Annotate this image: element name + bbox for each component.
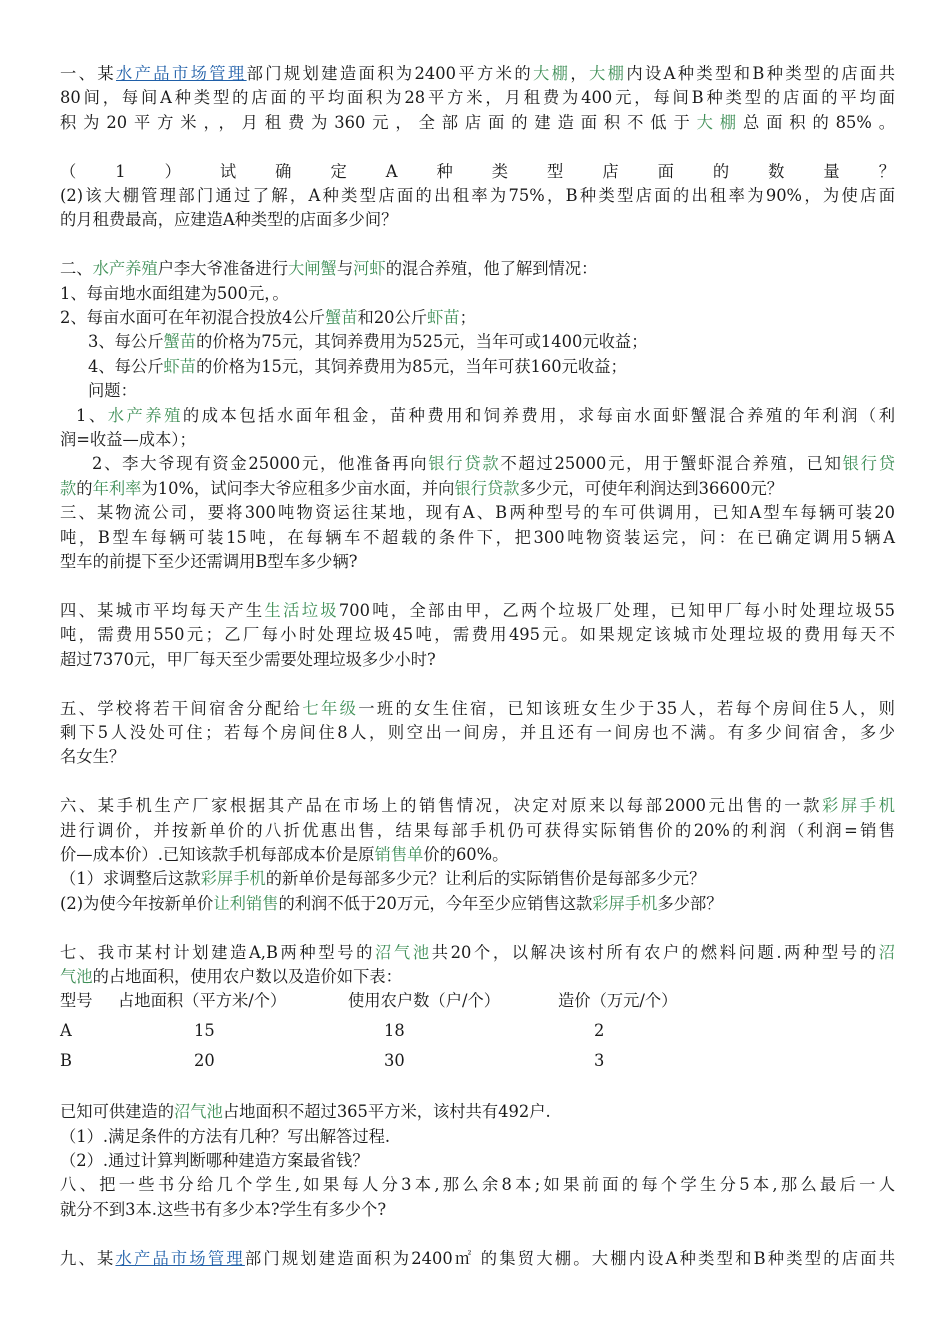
keyword-link[interactable]: 大棚 [532,64,571,83]
text: 四、某城市平均每天产生 [60,600,265,620]
q6-line [60,794,895,818]
biogas-table [60,989,895,1075]
q8-line: 就分不到3本.这些书有多少本?学生有多少个? [60,1199,387,1219]
text: 的利润不低于20万元，今年至少应销售这款 [278,893,593,913]
keyword-link[interactable]: 沼 [878,942,895,962]
q6-line: 进行调价，并按新单价的八折优惠出售，结果每部手机仍可获得实际销售价的20%的利润（利润=销售 [60,820,895,840]
keyword-link[interactable]: 大棚 [588,64,627,83]
q3-line: 吨，B型车每辆可装15吨，在每辆车不超载的条件下，把300吨物资装运完，问：在已确定调用5辆A [60,527,895,547]
keyword-link[interactable]: 水产养殖 [92,259,158,279]
keyword-link[interactable]: 水产养殖 [107,405,183,425]
keyword-link[interactable]: 款 [60,478,77,498]
table-cell: 3 [594,1050,605,1070]
keyword-link[interactable]: 虾苗 [427,308,460,328]
keyword-link[interactable]: 虾苗 [163,356,197,376]
text: 的价格为75元，其饲养费用为525元，当年可或1400元收益； [196,332,648,352]
text: 3、每公斤 [88,332,164,352]
text: 一班的女生住宿，已知该班女生少于35人，若每个房间住5人，则 [358,698,895,718]
keyword-link[interactable]: 彩屏手机 [200,869,266,889]
q5-line: 剩下5人没处可住；若每个房间住8人，则空出一间房，并且还有一间房也不满。有多少间宿舍，多少 [60,722,895,742]
keyword-link[interactable]: 水产品市场管理 [115,64,247,83]
keyword-link[interactable]: 大闸蟹 [287,259,337,279]
q1-line: 的月租费最高，应建造A种类型的店面多少间？ [60,210,398,230]
text: 二、 [60,259,93,279]
keyword-link[interactable]: 大棚 [696,112,743,132]
q2-line: 润=收益—成本）； [60,430,196,450]
table-cell: 18 [384,1020,405,1040]
table-cell: A [60,1020,72,1040]
text: 户李大爷准备进行 [157,259,288,279]
q5-line: 名女生？ [60,747,126,767]
q4-line [60,599,895,623]
text: 多少元，可使年利润达到36600元？ [519,478,784,498]
keyword-link[interactable]: 彩屏手机 [822,796,895,816]
keyword-link[interactable]: 银行贷款 [428,454,501,474]
keyword-link[interactable]: 银行贷款 [454,478,520,498]
text: 与 [336,259,354,279]
table-header: 造价（万元/个） [558,991,678,1011]
text: 的混合养殖，他了解到情况： [385,259,598,279]
keyword-link[interactable]: 让利销售 [213,893,279,913]
q7-line [60,941,895,965]
table-cell: 30 [384,1050,405,1070]
q7-line [60,1100,895,1124]
text: 不超过25000元，用于蟹虾混合养殖，已知 [500,454,843,474]
text: 总面积的85%。 [742,112,895,132]
keyword-link[interactable]: 蟹苗 [163,332,197,352]
text: 七、我市某村计划建造A,B两种型号的 [60,942,376,962]
text: 2、李大爷现有资金25000元，他准备再向 [92,454,429,474]
q2-line: 问题： [88,381,137,401]
q7-line: （1）.满足条件的方法有几种？写出解答过程. [60,1126,391,1146]
keyword-link[interactable]: 气池 [60,966,93,986]
keyword-link[interactable]: 销售单 [374,844,424,864]
q1-line: 80间，每间A种类型的店面的平均面积为28平方米，月租费为400元，每间B种类型的店面的平均面 [60,88,895,108]
q4-line: 吨，需费用550元；乙厂每小时处理垃圾45吨，需费用495元。如果规定该城市处理垃圾的费用每天不 [60,625,895,645]
keyword-link[interactable]: 沼气池 [173,1102,223,1122]
q2-line [60,477,895,501]
keyword-link[interactable]: 水产品市场管理 [115,1248,245,1268]
q6-line [60,843,895,867]
text: 价的60%。 [423,844,509,864]
text: 价—成本价）.已知该款手机每部成本价是原 [60,844,375,864]
q2-line [60,306,895,330]
text: （1）求调整后这款 [60,869,201,889]
q5-line [60,697,895,721]
text: 的新单价是每部多少元？让利后的实际销售价是每部多少元？ [265,869,706,889]
q2-line [60,355,895,379]
text: 和20公斤 [357,308,428,328]
keyword-link[interactable]: 生活垃圾 [264,600,339,620]
q6-line [60,867,895,891]
table-header: 使用农户数（户/个） [348,991,501,1011]
text: 共20个，以解决该村所有农户的燃料问题.两种型号的 [431,942,879,962]
text: 六、某手机生产厂家根据其产品在市场上的销售情况，决定对原来以每部2000元出售的一款 [60,796,823,816]
table-cell: B [60,1050,72,1070]
keyword-link[interactable]: 河虾 [353,259,386,279]
text: 1、 [76,405,108,425]
text: 部门规划建造面积为2400平方米的 [246,64,533,83]
q2-line [60,257,895,281]
text: 的 [76,478,93,498]
text: 的成本包括水面年租金，苗种费用和饲养费用，求每亩水面虾蟹混合养殖的年利润（利 [182,405,895,425]
text: 九、某 [60,1248,116,1268]
text: 多少部？ [657,893,723,913]
text: 积为20平方米，，月租费为360元，全部店面的建造面积不低于 [60,112,697,132]
keyword-link[interactable]: 沼气池 [375,942,432,962]
text: 内设A种类型和B种类型的店面共 [626,64,895,83]
text: 一、某 [60,64,116,83]
q1-line [60,111,895,135]
table-cell: 20 [194,1050,215,1070]
keyword-link[interactable]: 年利率 [92,478,142,498]
text: 的价格为15元，其饲养费用为85元，当年可获160元收益； [196,356,627,376]
text: 部门规划建造面积为2400㎡ 的集贸大棚。大棚内设A种类型和B种类型的店面共 [244,1248,895,1268]
text: (2)为使今年按新单价 [60,893,214,913]
table-cell: 15 [194,1020,215,1040]
q4-line: 超过7370元，甲厂每天至少需要处理垃圾多少小时? [60,649,436,669]
text: 为10%，试问李大爷应租多少亩水面，并向 [141,478,455,498]
q1-line [60,62,895,86]
q7-line [60,965,895,989]
text: 2、每亩水面可在年初混合投放4公斤 [60,308,325,328]
text: 700吨，全部由甲，乙两个垃圾厂处理，已知甲厂每小时处理垃圾55 [338,600,895,620]
table-header: 型号 [60,991,93,1011]
q3-line: 三、某物流公司，要将300吨物资运往某地，现有A、B两种型号的车可供调用，已知A型车每辆可装20 [60,503,895,523]
text: ， [570,64,589,83]
q3-line: 型车的前提下至少还需调用B型车多少辆? [60,552,358,572]
keyword-link[interactable]: 七年级 [302,698,359,718]
q8-line: 八、把一些书分给几个学生,如果每人分3本,那么余8本;如果前面的每个学生分5本,那么最后一人 [60,1175,895,1195]
document-page [60,62,895,1271]
q1-line: (2)该大棚管理部门通过了解，A种类型店面的出租率为75%，B种类型店面的出租率为90%，为使店面 [60,186,895,206]
keyword-link[interactable]: 彩屏手机 [592,893,658,913]
q2-line: 1、每亩地水面组建为500元，。 [60,283,289,303]
table-cell: 2 [594,1020,605,1040]
text: 的占地面积，使用农户数以及造价如下表： [92,966,402,986]
q9-line [60,1247,895,1271]
q7-line: （2）.通过计算判断哪种建造方案最省钱？ [60,1150,369,1170]
keyword-link[interactable]: 蟹苗 [324,308,358,328]
q2-line [60,404,895,428]
q2-line [60,330,895,354]
q2-line [60,452,895,476]
keyword-link[interactable]: 银行贷 [842,454,895,474]
q6-line [60,892,895,916]
text: 4、每公斤 [88,356,164,376]
text: 已知可供建造的 [60,1102,174,1122]
table-header: 占地面积（平方米/个） [118,991,287,1011]
text: 五、学校将若干间宿舍分配给 [60,698,303,718]
text: 占地面积不超过365平方米，该村共有492户. [222,1102,551,1122]
text: ； [459,308,476,328]
q1-line: （1）试确定A种类型店面的数量？ [60,161,895,181]
